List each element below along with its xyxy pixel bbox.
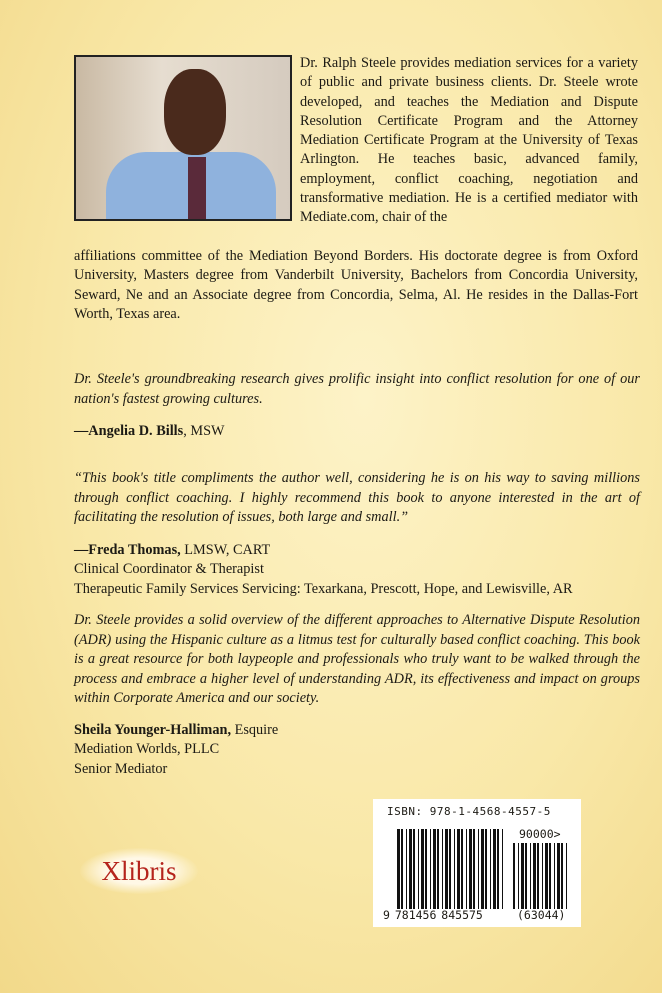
xlibris-logo: Xlibris bbox=[80, 848, 198, 894]
barcode-bar bbox=[413, 829, 415, 909]
barcode-bar bbox=[433, 829, 436, 909]
barcode-bar bbox=[525, 843, 527, 909]
barcode-bar bbox=[521, 843, 524, 909]
barcode-bar bbox=[542, 843, 543, 909]
barcode-bar bbox=[454, 829, 455, 909]
barcode-bar bbox=[442, 829, 443, 909]
barcode-bar bbox=[430, 829, 431, 909]
barcode-bar bbox=[418, 829, 419, 909]
barcode-bar bbox=[437, 829, 439, 909]
barcode-bar bbox=[513, 843, 515, 909]
barcode-bar bbox=[533, 843, 536, 909]
endorser-name: —Freda Thomas, bbox=[74, 541, 181, 558]
barcode-bar bbox=[490, 829, 491, 909]
author-bio-continued: affiliations committee of the Mediation Beyond Borders. His doctorate degree is from Oxford University, Masters degree from Vanderbilt University, Bachelors from Concordia University, Seward, Ne and an Associate degree from Concordia, Selma, Al. He resides in the Dallas-Fort Worth, Texas area. bbox=[74, 248, 638, 322]
barcode-bar bbox=[457, 829, 460, 909]
author-bio: Dr. Ralph Steele provides mediation services for a variety of public and private business clients. Dr. Steele wrote developed, and teaches the Mediation and Dispute Resolution Certificate Program and the Attorney Mediation Certificate Program at the University of Texas Arlington. He teaches basic, advanced family, employment, conflict coaching, negotiation and transformative mediation. He is a certified mediator with Mediate.com, chair of the bbox=[300, 55, 638, 226]
barcode-bar bbox=[566, 843, 567, 909]
price-code: 90000> bbox=[519, 827, 561, 841]
barcode-bar bbox=[445, 829, 448, 909]
barcode-bar bbox=[409, 829, 412, 909]
endorsement-2: “This book's title compliments the author well, considering he is on his way to saving millions through conflict coaching. I highly recommend this book to anyone interested in the art of facilitating the resolution of issues, both large and small.” —Freda Thomas, LMSW, CART Clinical Coordinator & Therapist Therapeutic Family Services Servicing: Texarkana, Prescott, Hope, and Lewisville, AR bbox=[74, 470, 640, 597]
author-photo bbox=[74, 55, 292, 221]
barcode-bar bbox=[397, 829, 400, 909]
barcode-bar bbox=[421, 829, 424, 909]
barcode-bar bbox=[493, 829, 496, 909]
barcode-addon: (63044) bbox=[517, 908, 566, 922]
barcode-bar bbox=[537, 843, 539, 909]
barcode-bar bbox=[449, 829, 451, 909]
barcode-bar bbox=[549, 843, 551, 909]
barcode-bar bbox=[557, 843, 560, 909]
barcode-bar bbox=[425, 829, 427, 909]
barcode-bar bbox=[473, 829, 475, 909]
barcode-bar bbox=[497, 829, 499, 909]
barcode-digits: 9 781456 845575 bbox=[383, 908, 483, 922]
endorser-name: Sheila Younger-Halliman, bbox=[74, 721, 232, 738]
barcode-bar bbox=[406, 829, 407, 909]
barcode-bar bbox=[530, 843, 531, 909]
barcode-bar bbox=[502, 829, 503, 909]
isbn-text: ISBN: 978-1-4568-4557-5 bbox=[387, 805, 551, 818]
barcode-bar bbox=[561, 843, 563, 909]
barcode-bar bbox=[518, 843, 519, 909]
barcode-bar bbox=[554, 843, 555, 909]
barcode-bar bbox=[545, 843, 548, 909]
endorsement-3: Dr. Steele provides a solid overview of the different approaches to Alternative Dispute Resolution (ADR) using the Hispanic culture as a litmus test for culturally based conflict coaching. This book is a great resource for both laypeople and professionals who truly want to be walked through the process and embrace a higher level of understanding ADR, its effectiveness and impact on groups within Corporate America and our society. Sheila Younger-Halliman, Esquire Mediation Worlds, PLLC Senior Mediator bbox=[74, 612, 640, 777]
barcode-bar bbox=[481, 829, 484, 909]
endorsement-1: Dr. Steele's groundbreaking research gives prolific insight into conflict resolution for one of our nation's fastest growing cultures. —Angelia D. Bills, MSW bbox=[74, 371, 640, 439]
barcode-bar bbox=[478, 829, 479, 909]
barcode-bar bbox=[469, 829, 472, 909]
barcode-bar bbox=[401, 829, 403, 909]
barcode-bar bbox=[461, 829, 463, 909]
endorser-name: —Angelia D. Bills bbox=[74, 423, 184, 439]
barcode-bar bbox=[485, 829, 487, 909]
isbn-barcode bbox=[373, 799, 581, 927]
barcode-bar bbox=[466, 829, 467, 909]
